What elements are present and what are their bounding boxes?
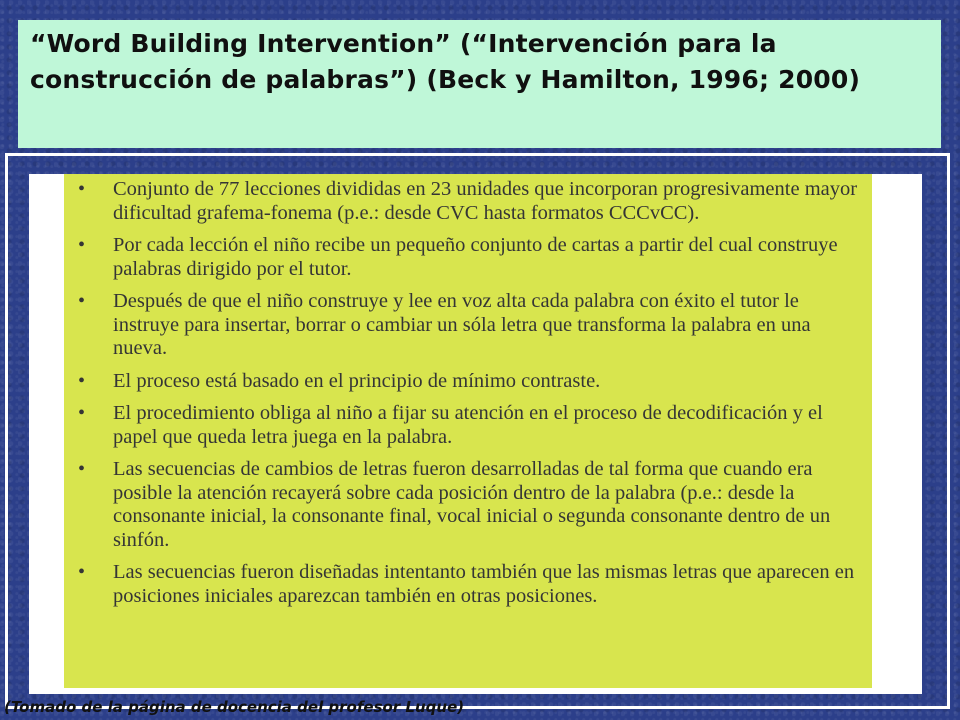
- bullet-text: Por cada lección el niño recibe un pequeño conjunto de cartas a partir del cual construye palabras dirigido por el tutor.: [113, 234, 838, 280]
- bullet-list: [78, 178, 858, 608]
- bullet-item: [78, 370, 858, 394]
- bullet-item: [78, 561, 858, 608]
- bullet-item: [78, 402, 858, 449]
- title-box: [18, 20, 941, 148]
- bullet-item: [78, 178, 858, 225]
- bullet-item: [78, 458, 858, 552]
- bullet-dot-icon: •: [78, 178, 86, 200]
- source-credit: (Tomado de la página de docencia del profesor Luque): [4, 698, 465, 716]
- bullet-text: Las secuencias fueron diseñadas intentanto también que las mismas letras que aparecen en posiciones iniciales aparezcan también en otras posiciones.: [113, 561, 855, 607]
- bullet-text: Conjunto de 77 lecciones divididas en 23 unidades que incorporan progresivamente mayor dificultad grafema-fonema (p.e.: desde CVC hasta formatos CCCvCC).: [113, 178, 858, 224]
- slide-title: “Word Building Intervention” (“Intervención para la construcción de palabras”) (Beck y Hamilton, 1996; 2000): [30, 29, 861, 94]
- bullet-text: Después de que el niño construye y lee en voz alta cada palabra con éxito el tutor le instruye para insertar, borrar o cambiar un sóla letra que transforma la palabra en una nueva.: [113, 290, 811, 359]
- bullet-dot-icon: •: [78, 234, 86, 256]
- bullet-dot-icon: •: [78, 369, 86, 392]
- bullet-text: El proceso está basado en el principio de mínimo contraste.: [113, 369, 601, 392]
- bullet-dot-icon: •: [78, 458, 86, 480]
- bullet-dot-icon: •: [78, 402, 86, 424]
- bullet-dot-icon: •: [78, 561, 86, 583]
- bullet-text: Las secuencias de cambios de letras fueron desarrolladas de tal forma que cuando era posible la atención recayerá sobre cada posición dentro de la palabra (p.e.: desde la consonante inicial, la consonante final, vocal inicial o segunda consonante dentro de un sinfón.: [113, 458, 831, 551]
- bullet-text: El procedimiento obliga al niño a fijar su atención en el proceso de decodificación y el papel que queda letra juega en la palabra.: [113, 402, 823, 448]
- bullet-item: [78, 290, 858, 361]
- bullet-dot-icon: •: [78, 290, 86, 312]
- bullet-panel: [64, 174, 872, 688]
- bullet-item: [78, 234, 858, 281]
